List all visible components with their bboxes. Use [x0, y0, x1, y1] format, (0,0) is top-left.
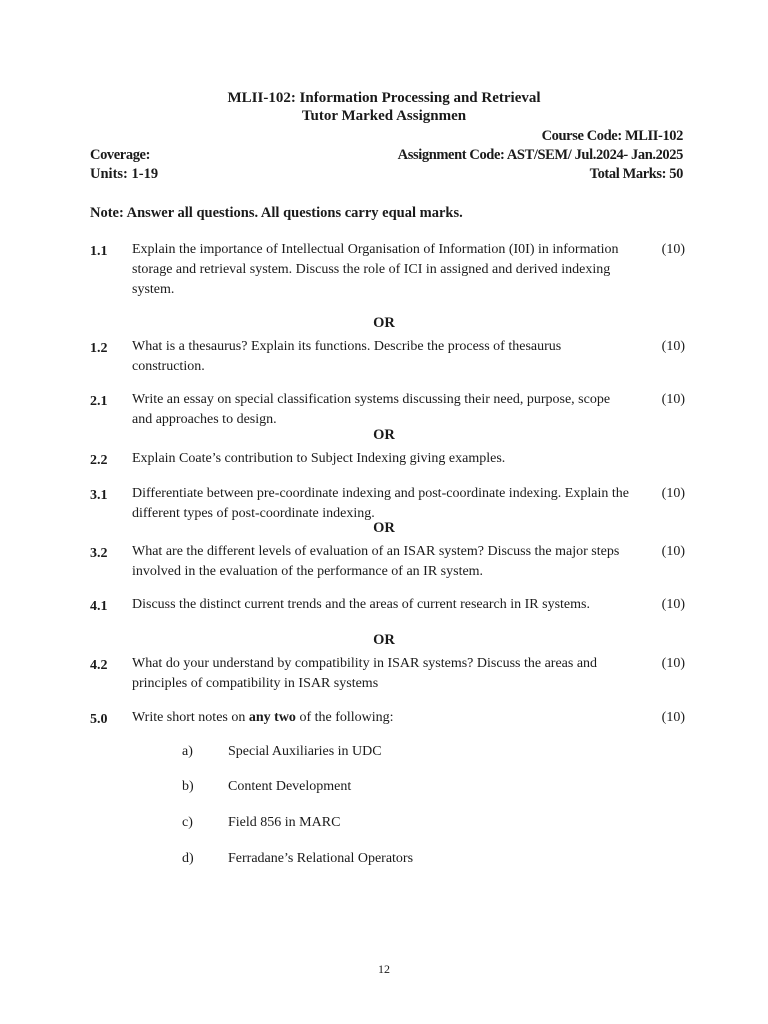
or-separator: OR [373, 315, 395, 331]
question-text-start: Write short notes on [132, 710, 249, 725]
question-3-2 [90, 542, 685, 582]
coverage-label: Coverage: [90, 147, 151, 163]
question-number: 4.1 [90, 599, 108, 614]
question-number: 3.2 [90, 546, 108, 561]
question-4-2 [90, 654, 685, 694]
sub-item-text: Special Auxiliaries in UDC [228, 744, 382, 759]
question-number: 5.0 [90, 712, 108, 727]
question-3-1 [90, 484, 685, 524]
question-marks: (10) [661, 710, 685, 725]
sub-item-letter: b) [182, 779, 194, 794]
question-text: Write an essay on special classification systems discussing their need, purpose, scope and approaches to design. [132, 392, 611, 427]
units: Units: 1-19 [90, 166, 159, 182]
question-number: 4.2 [90, 658, 108, 673]
question-1-1 [90, 240, 685, 300]
question-1-2 [90, 337, 685, 377]
question-text: What is a thesaurus? Explain its functions. Describe the process of thesaurus construction. [132, 339, 562, 374]
document-title: MLII-102: Information Processing and Retrieval [227, 90, 541, 106]
sub-item-letter: d) [182, 851, 194, 866]
sub-item-letter: c) [182, 815, 193, 830]
question-number: 1.1 [90, 244, 108, 259]
total-marks: Total Marks: 50 [589, 166, 683, 182]
instructions-note: Note: Answer all questions. All questions carry equal marks. [90, 205, 463, 221]
question-marks: (10) [661, 656, 685, 671]
question-text: Discuss the distinct current trends and the areas of current research in IR systems. [132, 597, 590, 612]
sub-item-text: Content Development [228, 779, 352, 794]
question-number: 3.1 [90, 488, 108, 503]
question-marks: (10) [661, 242, 685, 257]
sub-item-text: Field 856 in MARC [228, 815, 341, 830]
question-text: Explain Coate’s contribution to Subject Indexing giving examples. [132, 451, 506, 466]
question-text: Explain the importance of Intellectual Organisation of Information (I0I) in information storage and retrieval system. Discuss the role of ICI in assigned and derived indexing system. [132, 242, 619, 297]
question-text [132, 708, 632, 728]
document-subtitle: Tutor Marked Assignmen [301, 108, 467, 124]
question-text-end: of the following: [295, 710, 394, 725]
question-text: What are the different levels of evaluation of an ISAR system? Discuss the major steps involved in the evaluation of the performance of an IR system. [132, 544, 620, 579]
question-5-0 [90, 708, 685, 728]
question-marks: (10) [661, 339, 685, 354]
question-number: 2.1 [90, 394, 108, 409]
course-code: Course Code: MLII-102 [541, 128, 683, 144]
assignment-code: Assignment Code: AST/SEM/ Jul.2024- Jan.2025 [397, 147, 683, 163]
question-2-2 [90, 449, 685, 469]
question-marks: (10) [661, 544, 685, 559]
question-marks: (10) [661, 392, 685, 407]
or-separator: OR [373, 520, 395, 536]
question-2-1 [90, 390, 685, 430]
sub-item-letter: a) [182, 744, 193, 759]
or-separator: OR [373, 427, 395, 443]
question-text: What do your understand by compatibility in ISAR systems? Discuss the areas and principles of compatibility in ISAR systems [132, 656, 598, 691]
question-marks: (10) [661, 597, 685, 612]
question-4-1 [90, 595, 685, 615]
question-text: Differentiate between pre-coordinate indexing and post-coordinate indexing. Explain the different types of post-coordinate indexing. [132, 486, 629, 521]
question-number: 1.2 [90, 341, 108, 356]
sub-item-text: Ferradane’s Relational Operators [228, 851, 414, 866]
page-number: 12 [378, 962, 390, 976]
question-number: 2.2 [90, 453, 108, 468]
question-text-emphasis: any two [248, 710, 296, 725]
question-marks: (10) [661, 486, 685, 501]
or-separator: OR [373, 632, 395, 648]
